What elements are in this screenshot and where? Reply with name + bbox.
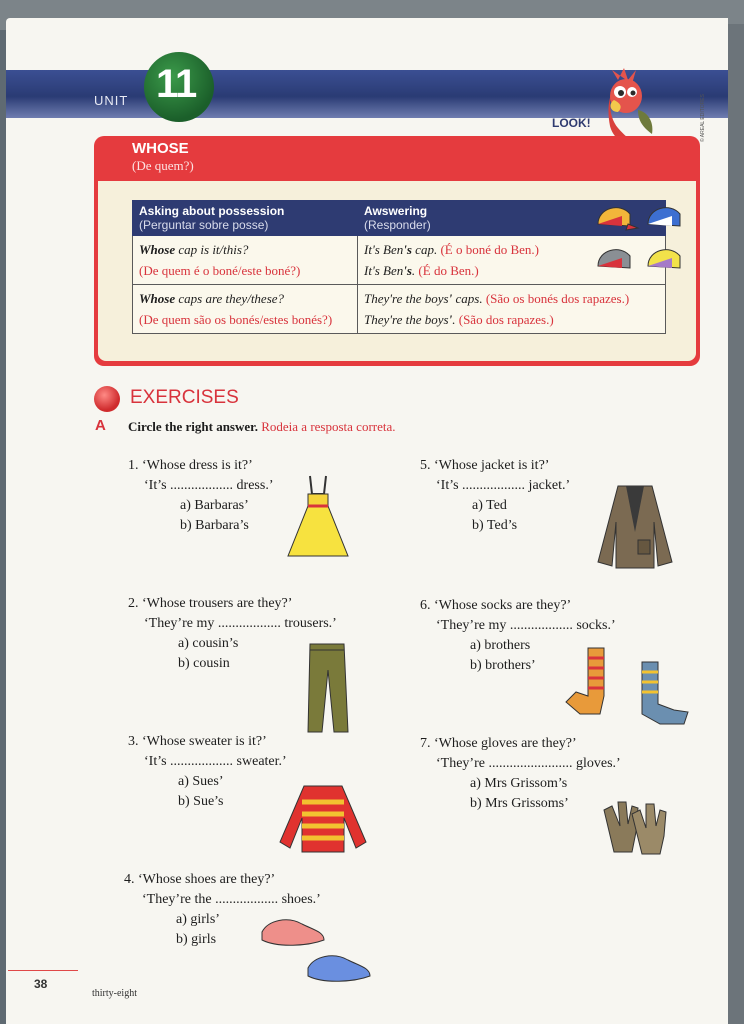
grammar-title: WHOSE <box>132 140 189 157</box>
option-a[interactable]: a) Barbaras’ <box>180 498 249 513</box>
cap-icon <box>592 194 690 280</box>
grammar-row-singular <box>133 236 666 285</box>
option-b[interactable]: b) cousin <box>178 656 230 671</box>
question-blank-line: ‘They’re my .................. socks.’ <box>436 618 616 633</box>
question-prompt: 5. ‘Whose jacket is it?’ <box>420 458 550 473</box>
answer-text-end: caps. <box>452 291 483 306</box>
look-label: LOOK! <box>552 116 591 130</box>
question-prompt: 2. ‘Whose trousers are they?’ <box>128 596 293 611</box>
question-prompt: 6. ‘Whose socks are they?’ <box>420 598 572 613</box>
option-a[interactable]: a) brothers <box>470 638 531 653</box>
grammar-header-row <box>133 201 666 236</box>
grammar-table <box>132 200 666 334</box>
option-b[interactable]: b) brothers’ <box>470 658 536 673</box>
header-asking-title: Asking about possession <box>139 204 285 218</box>
possessive-mark: ' <box>448 291 453 306</box>
grammar-row-plural <box>133 285 666 334</box>
answer-translation: (É o boné do Ben.) <box>440 242 540 257</box>
option-a[interactable]: a) Sues’ <box>178 774 224 789</box>
question-translation: (De quem são os bonés/estes bonés?) <box>139 312 333 327</box>
option-b[interactable]: b) Ted’s <box>472 518 518 533</box>
trousers-icon <box>304 640 352 736</box>
question-blank-line: ‘It’s .................. jacket.’ <box>436 478 571 493</box>
answer-text: It's Ben <box>364 242 404 257</box>
grammar-subtitle: (De quem?) <box>132 158 194 173</box>
answer-text: It's Ben <box>364 263 404 278</box>
instruction-en: Circle the right answer. <box>128 419 258 434</box>
option-b[interactable]: b) Sue’s <box>178 794 224 809</box>
question-blank-line: ‘They’re my .................. trousers.’ <box>144 616 337 631</box>
answer-text-end: cap. <box>411 242 438 257</box>
answer-translation: (São dos rapazes.) <box>458 312 554 327</box>
copyright-note: © AREAL EDITORES <box>700 94 706 142</box>
answer-translation: (São os bonés dos rapazes.) <box>485 291 630 306</box>
instruction-pt: Rodeia a resposta correta. <box>261 419 396 434</box>
question-blank-line: ‘They’re ........................ gloves.’ <box>436 756 621 771</box>
header-answering-sub: (Responder) <box>364 218 431 232</box>
question-blank-line: ‘They’re the .................. shoes.’ <box>142 892 321 907</box>
gloves-icon <box>598 796 672 856</box>
question-text: cap is it/this? <box>175 242 249 257</box>
shoes-icon <box>258 912 374 984</box>
question-blank-line: ‘It’s .................. dress.’ <box>144 478 274 493</box>
question-prompt: 4. ‘Whose shoes are they?’ <box>124 872 276 887</box>
question-blank-line: ‘It’s .................. sweater.’ <box>144 754 287 769</box>
answer-text: They're the boys <box>364 312 449 327</box>
page-number: 38 <box>34 977 48 991</box>
page-number-words: thirty-eight <box>92 988 137 999</box>
header-answering-title: Awswering <box>364 204 428 218</box>
answer-text-end: . <box>411 263 416 278</box>
possessive-mark: 's <box>403 263 412 278</box>
question-prompt: 1. ‘Whose dress is it?’ <box>128 458 253 473</box>
header-asking <box>133 201 358 236</box>
option-b[interactable]: b) Mrs Grissoms’ <box>470 796 569 811</box>
option-a[interactable]: a) cousin’s <box>178 636 239 651</box>
option-a[interactable]: a) Mrs Grissom’s <box>470 776 568 791</box>
answer-text: They're the boys <box>364 291 449 306</box>
question-7 <box>420 734 621 814</box>
exercise-letter: A <box>95 417 106 434</box>
jacket-icon <box>594 482 676 572</box>
question-translation: (De quem é o boné/este boné?) <box>139 263 301 278</box>
header-asking-sub: (Perguntar sobre posse) <box>139 218 269 232</box>
answer-text-end: . <box>452 312 456 327</box>
option-b[interactable]: b) Barbara’s <box>180 518 249 533</box>
possessive-mark: ' <box>448 312 453 327</box>
option-b[interactable]: b) girls <box>176 932 217 947</box>
question-1 <box>128 456 274 536</box>
exercises-bullet <box>94 386 120 412</box>
question-5 <box>420 456 570 536</box>
answer-cell <box>358 285 666 334</box>
exercises-title: EXERCISES <box>130 387 239 408</box>
unit-label: UNIT <box>94 93 129 108</box>
possessive-mark: 's <box>403 242 412 257</box>
question-text: caps are they/these? <box>175 291 285 306</box>
exercise-instruction <box>128 419 396 435</box>
socks-icon <box>562 644 694 728</box>
question-cell <box>133 236 358 285</box>
sweater-icon <box>274 782 372 856</box>
unit-number: 11 <box>156 62 197 106</box>
option-a[interactable]: a) girls’ <box>176 912 220 927</box>
dress-icon <box>286 472 350 560</box>
answer-translation: (É do Ben.) <box>418 263 479 278</box>
question-3 <box>128 732 287 812</box>
option-a[interactable]: a) Ted <box>472 498 507 513</box>
question-prompt: 7. ‘Whose gloves are they?’ <box>420 736 577 751</box>
question-prompt: 3. ‘Whose sweater is it?’ <box>128 734 267 749</box>
whose-word: Whose <box>139 242 176 257</box>
whose-word: Whose <box>139 291 176 306</box>
footer-divider <box>8 970 78 971</box>
question-cell <box>133 285 358 334</box>
